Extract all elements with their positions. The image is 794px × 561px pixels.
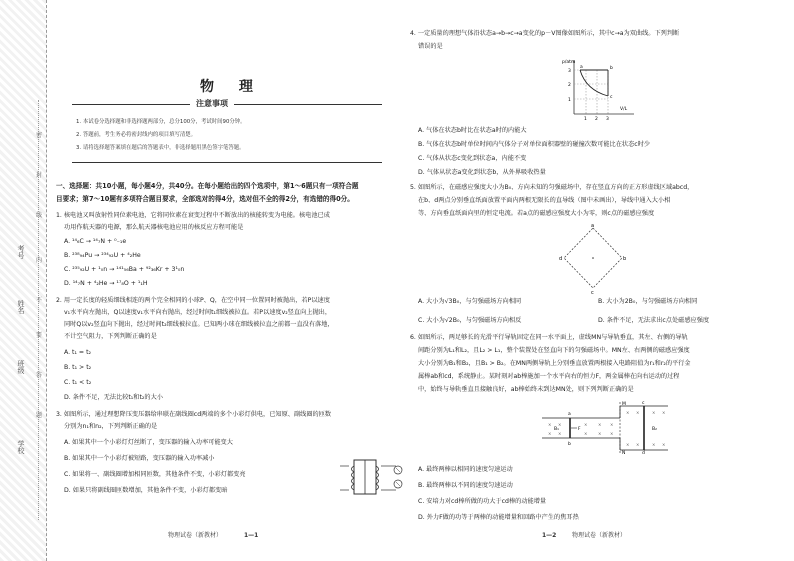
q2-option-d: D. 条件不足，无法比较t₁和t₂的大小 <box>64 394 163 401</box>
q6-option-d: D. 外力F做的功等于两棒的动能增量和回路中产生的焦耳热 <box>418 514 579 521</box>
vertex-label: b <box>623 256 627 262</box>
seal-line <box>38 100 39 520</box>
q5-option-d: D. 条件不足，无法求出c点处磁感应强度 <box>598 317 710 324</box>
seal-char: 内 <box>36 257 43 264</box>
p-tick: 2 <box>568 83 571 88</box>
svg-text:×: × <box>662 442 666 447</box>
rod-label: a <box>568 412 571 417</box>
v-tick: 3 <box>606 117 609 122</box>
q3-option-c: C. 如果将一、副线圈增加相同匝数，其他条件不变，小彩灯都变亮 <box>64 471 246 478</box>
q6-option-b: B. 最终两棒以不同的速度匀速运动 <box>418 482 513 489</box>
page-title: 物 理 <box>200 79 263 95</box>
q6-text: 间距分别为L₁和L₂，且L₂ > L₁，整个装置处在竖直向下的匀强磁场中。MN左、右两侧的磁感应强度 <box>418 347 690 354</box>
svg-text:×: × <box>662 410 666 415</box>
q6-text: 属棒ab和cd，系统静止。某时刻对ab棒施加一个水平向右的恒力F，两金属棒在向右运动的过程 <box>418 373 680 380</box>
notice-item: 1. 本试卷分选择题和非选择题两部分，总分100分，考试时间90分钟。 <box>76 119 246 125</box>
svg-text:×: × <box>610 422 614 427</box>
q3-option-a: A. 如果其中一个小彩灯灯丝断了，变压器的输入功率可能变大 <box>64 439 233 446</box>
rod-label: b <box>568 442 571 447</box>
v-tick: 1 <box>584 117 587 122</box>
p-axis-label: p/atm <box>562 60 576 65</box>
svg-text:×: × <box>598 422 602 427</box>
q4-option-c: C. 气体从状态c变化到状态a，内能不变 <box>418 155 527 162</box>
rod-label: d <box>642 451 645 454</box>
svg-text:×: × <box>626 410 630 415</box>
svg-text:×: × <box>584 431 588 436</box>
q3-text: 分别为n₁和n₂，下列判断正确的是 <box>64 423 158 430</box>
footer-left-tag: 物理试卷（新教材） <box>168 532 223 539</box>
point-label: c <box>610 95 613 100</box>
point-label: a <box>580 65 583 70</box>
line-label: M <box>622 402 626 407</box>
section-heading: 目要求；第7～10题有多项符合题目要求，全部选对的得4分，选对但不全的得2分，有选错的得0分。 <box>56 195 354 203</box>
q2-text: v₁水平向左抛出，Q以速度v₁水平向右抛出，经过时间t₁细线被拉直。若P以速度v₂竖直向上抛出， <box>64 309 332 316</box>
q2-text: 同时Q以v₂竖直向下抛出，经过时间t₂细线被拉直。已知两小球在细线被拉直之前都一直没有落地， <box>64 321 334 328</box>
notice-box <box>72 99 382 151</box>
q4-option-d: D. 气体从状态a变化到状态b，从外界吸收热量 <box>418 169 546 176</box>
q2-option-b: B. t₁ > t₂ <box>64 364 92 371</box>
point-label: b <box>610 66 613 71</box>
transformer-figure <box>338 452 408 502</box>
q6-text: 中，始终与导轨垂直且接触良好，ab棒始终未到达MN处，则下列判断正确的是 <box>418 386 634 393</box>
seal-char: 答 <box>36 372 43 379</box>
notice-item: 3. 请将选择题答案填在题后的答题表中，非选择题用黑色签字笔答题。 <box>76 145 245 151</box>
q4-text: 错误的是 <box>418 43 443 50</box>
svg-text:×: × <box>548 422 552 427</box>
svg-text:×: × <box>652 410 656 415</box>
q5-text: 5. 如图所示，在磁感应强度大小为B₀、方向未知的匀强磁场中，存在竖直方向的正方形虚线区域abcd， <box>410 184 694 191</box>
exam-number-label: 考号 <box>17 245 25 259</box>
q3-text: 3. 如图所示，通过理想降压变压器给串联在副线圈cd两端的多个小彩灯供电，已知原、副线圈的匝数 <box>56 411 332 418</box>
q6-option-a: A. 最终两棒以相同的速度匀速运动 <box>418 466 513 473</box>
svg-text:×: × <box>548 431 552 436</box>
line-label: N <box>622 451 626 454</box>
notice-item: 2. 答题前，考生务必将密封线内的项目填写清楚。 <box>76 132 197 138</box>
q4-text: 4. 一定质量的理想气体沿状态a→b→c→a变化的p－V图像如图所示，其中c→a为双曲线。下列判断 <box>410 30 680 37</box>
name-label: 姓名 <box>17 300 25 314</box>
notice-heading: 注意事项 <box>190 98 234 109</box>
seal-char: 线 <box>36 212 43 219</box>
svg-text:×: × <box>610 431 614 436</box>
q2-text: 2. 用一定长度的轻质细线相连的两个完全相同的小球P、Q，在空中同一位置同时被抛出，若P以速度 <box>56 297 330 304</box>
q1-text: 1. 核电池又叫放射性同位素电池，它将同位素在衰变过程中不断放出的核能转变为电能。核电池已成 <box>56 212 330 219</box>
force-label: F <box>578 427 581 432</box>
notice-divider <box>72 162 382 163</box>
q1-option-d: D. ¹⁴₇N + ⁴₂He → ¹⁷₈O + ¹₁H <box>64 280 148 287</box>
q6-text: 6. 如图所示，两足够长的光滑平行导轨固定在同一水平面上，虚线MN与导轨垂直，其左、右侧的导轨 <box>410 334 688 341</box>
q2-option-a: A. t₁ = t₂ <box>64 349 91 356</box>
seal-char: 要 <box>36 332 43 339</box>
binding-margin <box>0 0 47 561</box>
q5-option-a: A. 大小为√3B₀，与匀强磁场方向相同 <box>418 298 522 305</box>
svg-text:×: × <box>598 431 602 436</box>
svg-text:×: × <box>636 442 640 447</box>
q5-text: 等、方向垂直纸面向里的恒定电流。若a点的磁感应强度大小为零，则c点的磁感应强度 <box>418 210 655 217</box>
svg-text:×: × <box>636 410 640 415</box>
svg-text:×: × <box>558 431 562 436</box>
rail-figure <box>540 400 670 454</box>
q3-option-b: B. 如果其中一个小彩灯被短路，变压器的输入功率减小 <box>64 455 215 462</box>
vertex-label: c <box>591 290 594 294</box>
p-tick: 1 <box>568 98 571 103</box>
svg-text:×: × <box>652 442 656 447</box>
seal-char: 封 <box>36 172 43 179</box>
school-label: 学校 <box>17 440 25 454</box>
p-tick: 3 <box>568 69 571 74</box>
pv-graph <box>560 56 640 122</box>
q4-option-a: A. 气体在状态b时比在状态a时的内能大 <box>418 127 527 134</box>
q2-text: 不计空气阻力，下列判断正确的是 <box>64 333 157 340</box>
q1-option-b: B. ²³⁸₉₄Pu → ²³⁴₉₂U + ⁴₂He <box>64 252 141 259</box>
v-tick: 2 <box>595 117 598 122</box>
q4-option-b: B. 气体在状态b时单位时间内气体分子对单位面积器壁的碰撞次数可能比在状态c时少 <box>418 141 651 148</box>
q1-option-c: C. ²³⁵₉₂U + ¹₀n → ¹⁴¹₅₆Ba + ⁹²₃₆Kr + 3¹₀n <box>64 266 185 273</box>
field-label: B₂ <box>652 427 657 432</box>
q5-text: 在b、d两点分别垂直纸面放置平面内两根无限长的直导线（图中未画出），导线中通入大小相 <box>418 197 671 204</box>
q2-option-c: C. t₁ < t₂ <box>64 379 92 386</box>
vertex-label: a <box>591 223 595 229</box>
seal-char: 题 <box>36 412 43 419</box>
svg-text:×: × <box>626 442 630 447</box>
q6-text: 大小分别为B₁和B₂，且B₁ > B₂。在MN两侧导轨上分别垂直放置两根接入电路阻值为r₁和r₂的平行金 <box>418 360 691 367</box>
seal-char: 不 <box>36 297 43 304</box>
seal-char: 密 <box>36 132 43 139</box>
q5-option-c: C. 大小为√2B₀，与匀强磁场方向相反 <box>418 317 522 324</box>
v-axis-label: V/L <box>620 107 628 112</box>
rod-label: c <box>642 401 645 406</box>
footer-right-page: 1—2 <box>542 532 557 539</box>
q6-option-c: C. 安培力对cd棒所做的功大于cd棒的动能增量 <box>418 498 547 505</box>
svg-text:×: × <box>558 422 562 427</box>
q1-text: 功用作航天器的电源，那么航天器核电池应用的核反应方程可能是 <box>64 224 244 231</box>
footer-right-tag: 物理试卷（新教材） <box>572 532 627 539</box>
q3-option-d: D. 如果只将副线圈匝数增加，其他条件不变，小彩灯都变暗 <box>64 487 228 494</box>
section-heading: 一、选择题：共10小题，每小题4分，共40分。在每小题给出的四个选项中，第1～6题只有一项符合题 <box>56 182 359 190</box>
square-field-figure <box>558 222 628 294</box>
field-label: B₁ <box>554 427 559 432</box>
q5-option-b: B. 大小为2B₀，与匀强磁场方向相同 <box>598 298 698 305</box>
vertex-label: d <box>559 256 563 262</box>
svg-text:×: × <box>584 422 588 427</box>
class-label: 班级 <box>17 360 25 374</box>
q1-option-a: A. ¹⁴₆C → ¹⁴₇N + ⁰₋₁e <box>64 238 127 245</box>
footer-left-page: 1—1 <box>244 532 259 539</box>
